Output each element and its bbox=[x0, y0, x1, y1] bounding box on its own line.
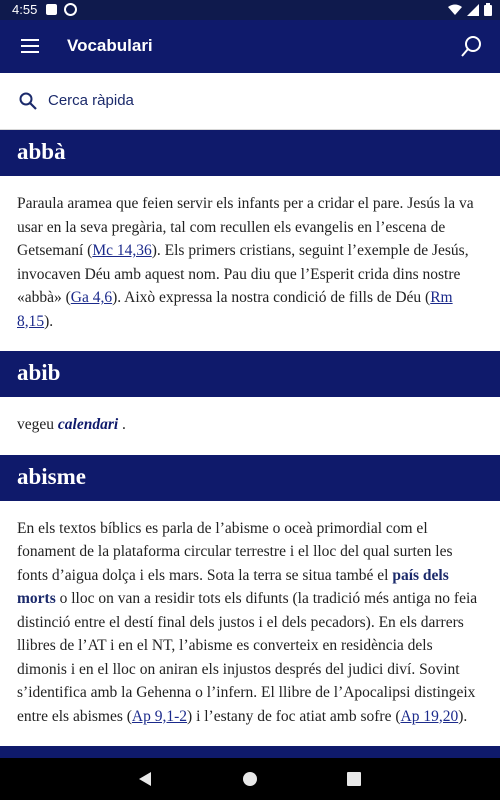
cross-reference-link[interactable]: país dels morts bbox=[17, 566, 449, 607]
entry-abib bbox=[0, 351, 500, 455]
app-bar bbox=[0, 20, 500, 73]
entry-abba bbox=[0, 130, 500, 351]
app-title: Vocabulari bbox=[67, 36, 153, 55]
search-icon bbox=[18, 91, 38, 111]
menu-icon[interactable] bbox=[20, 36, 40, 56]
entry-definition: Paraula aramea que feien servir els infants per a cridar el pare. Jesús la va usar en la seva pregària, tal com recullen els evangelis en l’escena de Getsemaní (Mc 14,36). Els primers cristians, seguint l’exemple de Jesús, invocaven Déu amb aquest nom. Pau diu que l’Esperit crida dins nostre «abbà» (Ga 4,6). Això expressa la nostra condició de fills de Déu (Rm 8,15). bbox=[17, 195, 474, 330]
vocabulary-list[interactable] bbox=[0, 130, 500, 758]
entry-term: abib bbox=[0, 351, 500, 397]
back-icon[interactable] bbox=[138, 771, 152, 792]
reference-link[interactable]: Ap 9,1-2 bbox=[131, 707, 188, 725]
reference-link[interactable]: Ap 19,20 bbox=[400, 707, 459, 725]
reference-link[interactable]: Ga 4,6 bbox=[70, 289, 113, 306]
search-icon[interactable] bbox=[460, 34, 484, 58]
data-saver-icon bbox=[64, 3, 77, 19]
recent-apps-icon[interactable] bbox=[347, 772, 361, 791]
entry-term: abbà bbox=[0, 130, 500, 176]
battery-icon bbox=[484, 3, 492, 19]
cross-reference-link[interactable]: calendari bbox=[57, 416, 119, 433]
signal-icon bbox=[467, 4, 479, 19]
entry-definition: vegeu calendari . bbox=[17, 416, 126, 433]
home-icon[interactable] bbox=[241, 770, 259, 793]
wifi-icon bbox=[448, 4, 462, 19]
entry-definition: En els textos bíblics es parla de l’abisme o oceà primordial com el fonament de la plataforma circular terrestre i el lloc del qual surten les fonts d’aigua dolça i els mars. Sota la terra se situa també el país dels morts o lloc on van a residir tots els difunts (la tradició més antiga no feia distinció entre el destí final dels justos i el dels pecadors). En els darrers llibres de l’AT i en el NT, l’abisme es converteix en residència dels dimonis i en el lloc on aniran els injustos després del judici diví. Sovint s’identifica amb la Gehenna o l’infern. El llibre de l’Apocalipsi distingeix entre els abismes (Ap 9,1-2) i l’estany de foc atiat amb sofre (Ap 19,20). bbox=[17, 519, 478, 725]
entry-abisme bbox=[0, 455, 500, 747]
reference-link[interactable]: Mc 14,36 bbox=[92, 242, 152, 259]
search-input[interactable]: Cerca ràpida bbox=[48, 92, 134, 109]
quick-search-bar[interactable] bbox=[0, 73, 500, 130]
notification-settings-icon bbox=[45, 3, 58, 19]
reference-link[interactable]: Rm 8,15 bbox=[17, 289, 453, 330]
status-time: 4:55 bbox=[12, 2, 38, 17]
status-bar bbox=[0, 0, 500, 20]
system-navigation-bar bbox=[0, 758, 500, 800]
entry-term: abisme bbox=[0, 455, 500, 501]
